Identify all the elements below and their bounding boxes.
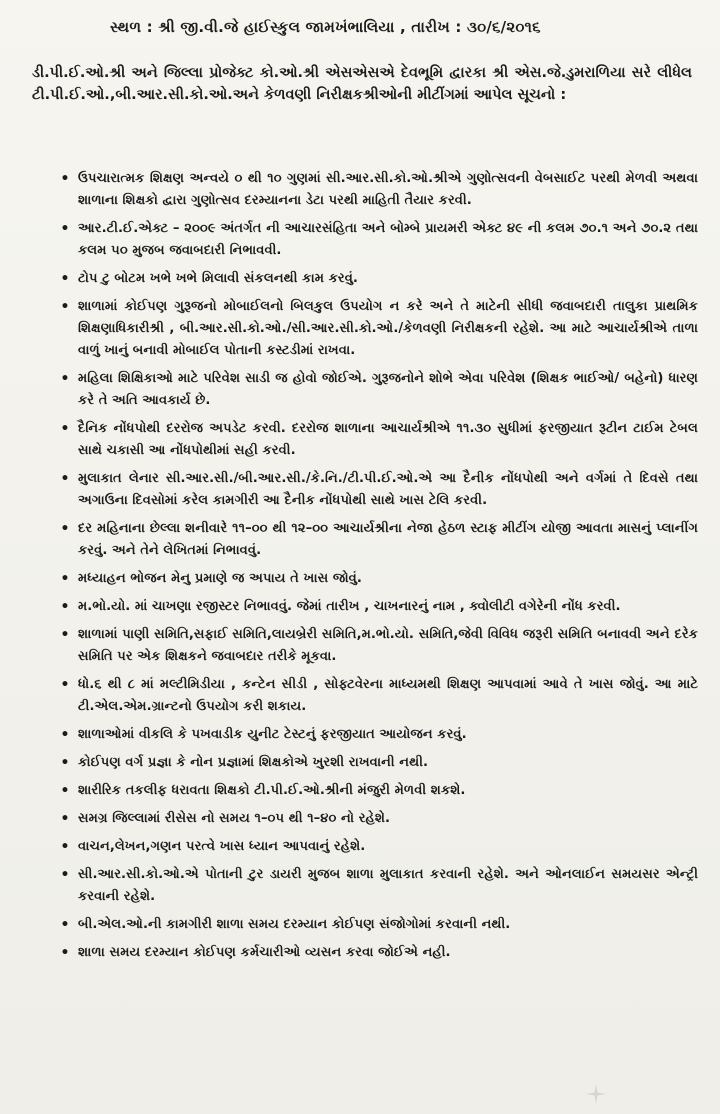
bullet-icon: • <box>60 727 70 743</box>
list-item <box>58 268 698 290</box>
list-item-text: આર.ટી.ઈ.એક્ટ – ૨૦૦૯ અંતર્ગત ની આચારસંહિતા અને બોમ્બે પ્રાયમરી એક્ટ ૪૯ ની કલમ ૭૦.૧ અને ૭૦.૨ તથા કલમ ૫૦ મુજબ જવાબદારી નિભાવવી. <box>78 221 698 258</box>
list-item <box>58 752 698 774</box>
list-item-text: દૈનિક નોંધપોથી દરરોજ અપડેટ કરવી. દરરોજ શાળાના આચાર્યશ્રીએ ૧૧.૩૦ સુધીમાં ફરજીયાત રૂટીન ટાઈમ ટેબલ સાથે ચકાસી આ નોંધપોથીમાં સહી કરવી. <box>78 421 698 458</box>
list-item-text: મ.ભો.યો. માં ચાખણા રજીસ્ટર નિભાવવું. જેમાં તારીખ , ચાખનારનું નામ , ક્વોલીટી વગેરેની નોંધ કરવી. <box>78 599 621 614</box>
list-item <box>58 674 698 718</box>
list-item-text: સમગ્ર જિલ્લામાં રીસેસ નો સમય ૧–૦૫ થી ૧–૪૦ નો રહેશે. <box>78 811 391 826</box>
bullet-icon: • <box>60 755 70 771</box>
list-item <box>58 624 698 668</box>
list-item-text: બી.એલ.ઓ.ની કામગીરી શાળા સમય દરમ્યાન કોઈપણ સંજોગોમાં કરવાની નથી. <box>78 917 511 932</box>
list-item-text: શાળામાં પાણી સમિતિ,સફાઈ સમિતિ,લાયબ્રેરી સમિતિ,મ.ભો.યો. સમિતિ,જેવી વિવિધ જરૂરી સમિતિ બનાવવી અને દરેક સમિતિ પર એક શિક્ષકને જવાબદાર તરીકે મૂકવા. <box>78 627 698 664</box>
instructions-list <box>58 168 698 970</box>
intro-paragraph: ડી.પી.ઈ.ઓ.શ્રી અને જિલ્લા પ્રોજેક્ટ કો.ઓ.શ્રી એસએસએ દેવભૂમિ દ્વારકા શ્રી એસ.જે.ડુમરાળિયા સરે લીધેલ ટી.પી.ઈ.ઓ.,બી.આર.સી.કો.ઓ.અને કેળવણી નિરીક્ષકશ્રીઓની મીટીંગમાં આપેલ સૂચનો : <box>32 65 692 103</box>
bullet-icon: • <box>60 599 70 615</box>
list-item <box>58 914 698 936</box>
list-item <box>58 596 698 618</box>
bullet-icon: • <box>60 471 70 487</box>
list-item <box>58 724 698 746</box>
list-item-text: દર મહિનાના છેલ્લા શનીવારે ૧૧–૦૦ થી ૧૨–૦૦ આચાર્યશ્રીના નેજા હેઠળ સ્ટાફ મીટીંગ યોજી આવતા માસનું પ્લાનીંગ કરવું. અને તેને લેખિતમાં નિભાવવું. <box>78 521 698 558</box>
bullet-icon: • <box>60 627 70 643</box>
list-item <box>58 836 698 858</box>
bullet-icon: • <box>60 571 70 587</box>
sparkle-icon <box>584 1082 608 1106</box>
bullet-icon: • <box>60 917 70 933</box>
bullet-icon: • <box>60 371 70 387</box>
bullet-icon: • <box>60 521 70 537</box>
list-item-text: મહિલા શિક્ષિકાઓ માટે પરિવેશ સાડી જ હોવો જોઈએ. ગુરૂજનોને શોભે એવા પરિવેશ (શિક્ષક ભાઈઓ/ બહેનો) ધારણ કરે તે અતિ આવકાર્ય છે. <box>78 371 698 408</box>
list-item <box>58 568 698 590</box>
bullet-icon: • <box>60 839 70 855</box>
list-item <box>58 780 698 802</box>
list-item <box>58 864 698 908</box>
list-item <box>58 168 698 212</box>
bullet-icon: • <box>60 945 70 961</box>
list-item <box>58 418 698 462</box>
list-item-text: મુલાકાત લેનાર સી.આર.સી./બી.આર.સી./કે.નિ./ટી.પી.ઈ.ઓ.એ આ દૈનીક નોંધપોથી અને વર્ગમાં તે દિવસે તથા અગાઉના દિવસોમાં કરેલ કામગીરી આ દૈનીક નોંધપોથી સાથે ખાસ ટેલિ કરવી. <box>78 471 698 508</box>
list-item <box>58 468 698 512</box>
bullet-icon: • <box>60 171 70 187</box>
place-date-line: સ્થળ : શ્રી જી.વી.જે હાઈસ્કુલ જામખંભાલિયા , તારીખ : ૩૦/૬/૨૦૧૬ <box>110 18 541 36</box>
list-item-text: ધો.૬ થી ૮ માં મલ્ટીમિડીયા , કન્ટેન સીડી , સોફ્ટવેરના માધ્યમથી શિક્ષણ આપવામાં આવે તે ખાસ જોવું. આ માટે ટી.એલ.એમ.ગ્રાન્ટનો ઉપયોગ કરી શકાય. <box>78 677 698 714</box>
bullet-icon: • <box>60 421 70 437</box>
list-item-text: શાળામાં કોઈપણ ગુરૂજનો મોબાઈલનો બિલકુલ ઉપયોગ ન કરે અને તે માટેની સીધી જવાબદારી તાલુકા પ્રાથમિક શિક્ષણાધિકારીશ્રી , બી.આર.સી.કો.ઓ./સી.આર.સી.કો.ઓ./કેળવણી નિરીક્ષકની રહેશે. આ માટે આચાર્યશ્રીએ તાળા વાળું ખાનું બનાવી મોબાઈલ પોતાની કસ્ટડીમાં રાખવા. <box>78 299 698 358</box>
bullet-icon: • <box>60 677 70 693</box>
list-item <box>58 518 698 562</box>
bullet-icon: • <box>60 811 70 827</box>
list-item-text: શારીરિક તકલીફ ધરાવતા શિક્ષકો ટી.પી.ઈ.ઓ.શ્રીની મંજુરી મેળવી શકશે. <box>78 783 466 798</box>
list-item <box>58 942 698 964</box>
bullet-icon: • <box>60 299 70 315</box>
list-item-text: ટોપ ટુ બોટમ ખભે ખભે મિલાવી સંકલનથી કામ કરવું. <box>78 271 358 286</box>
bullet-icon: • <box>60 221 70 237</box>
list-item <box>58 296 698 362</box>
list-item-text: શાળાઓમાં વીકલિ કે પખવાડીક યુનીટ ટેસ્ટનું ફરજીયાત આયોજન કરવું. <box>78 727 467 742</box>
list-item-text: શાળા સમય દરમ્યાન કોઈપણ કર્મચારીઓ વ્યસન કરવા જોઈએ નહી. <box>78 945 451 960</box>
list-item-text: કોઈપણ વર્ગ પ્રજ્ઞા કે નોન પ્રજ્ઞામાં શિક્ષકોએ ખુરશી રાખવાની નથી. <box>78 755 429 770</box>
list-item-text: ઉપચારાત્મક શિક્ષણ અન્વયે ૦ થી ૧૦ ગુણમાં સી.આર.સી.કો.ઓ.શ્રીએ ગુણોત્સવની વેબસાઈટ પરથી મેળવી અથવા શાળાના શિક્ષકો દ્વારા ગુણોત્સવ દરમ્યાનના ડેટા પરથી માહિતી તૈયાર કરવી. <box>78 171 698 208</box>
list-item <box>58 368 698 412</box>
bullet-icon: • <box>60 783 70 799</box>
list-item-text: વાચન,લેખન,ગણન પરત્વે ખાસ ધ્યાન આપવાનું રહેશે. <box>78 839 366 854</box>
list-item <box>58 218 698 262</box>
bullet-icon: • <box>60 271 70 287</box>
bullet-icon: • <box>60 867 70 883</box>
list-item-text: સી.આર.સી.કો.ઓ.એ પોતાની ટુર ડાયરી મુજબ શાળા મુલાકાત કરવાની રહેશે. અને ઓનલાઈન સમયસર એન્ટ્રી કરવાની રહેશે. <box>78 867 698 904</box>
list-item <box>58 808 698 830</box>
list-item-text: મધ્યાહન ભોજન મેનુ પ્રમાણે જ અપાય તે ખાસ જોવું. <box>78 571 362 586</box>
